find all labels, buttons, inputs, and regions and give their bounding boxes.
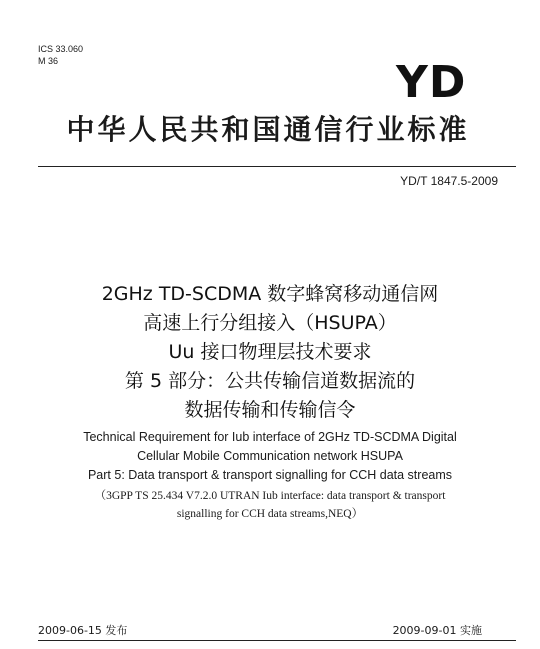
category-code: M 36 xyxy=(38,56,59,66)
english-title-line: Cellular Mobile Communication network HSUPA xyxy=(137,449,403,463)
english-title xyxy=(20,428,520,485)
chinese-title-line: 第 5 部分：公共传输信道数据流的 xyxy=(124,370,416,392)
ics-code: ICS 33.060 xyxy=(38,44,84,54)
english-title-line: Part 5: Data transport & transport signalling for CCH data streams xyxy=(87,468,453,482)
yd-logo: YD xyxy=(396,57,467,108)
effective-date: 2009-09-01 实施 xyxy=(392,624,482,637)
chinese-title-line: 数据传输和传输信令 xyxy=(184,399,356,421)
chinese-title xyxy=(20,280,520,425)
reference-note xyxy=(20,487,520,523)
reference-line: signalling for CCH data streams,NEQ） xyxy=(176,508,364,520)
footer-divider xyxy=(38,640,516,641)
header-divider xyxy=(38,166,516,167)
reference-line: （3GPP TS 25.434 V7.2.0 UTRAN Iub interface: data transport & transport xyxy=(94,490,446,502)
chinese-title-line: 高速上行分组接入（HSUPA） xyxy=(143,312,397,334)
issue-date: 2009-06-15 发布 xyxy=(38,624,128,637)
chinese-title-line: 2GHz TD-SCDMA 数字蜂窝移动通信网 xyxy=(101,283,439,305)
chinese-title-line: Uu 接口物理层技术要求 xyxy=(168,341,372,363)
standard-number: YD/T 1847.5-2009 xyxy=(400,174,498,188)
classification-block xyxy=(38,43,83,67)
english-title-line: Technical Requirement for Iub interface of 2GHz TD-SCDMA Digital xyxy=(83,430,457,444)
standard-title: 中华人民共和国通信行业标准 xyxy=(66,113,470,146)
